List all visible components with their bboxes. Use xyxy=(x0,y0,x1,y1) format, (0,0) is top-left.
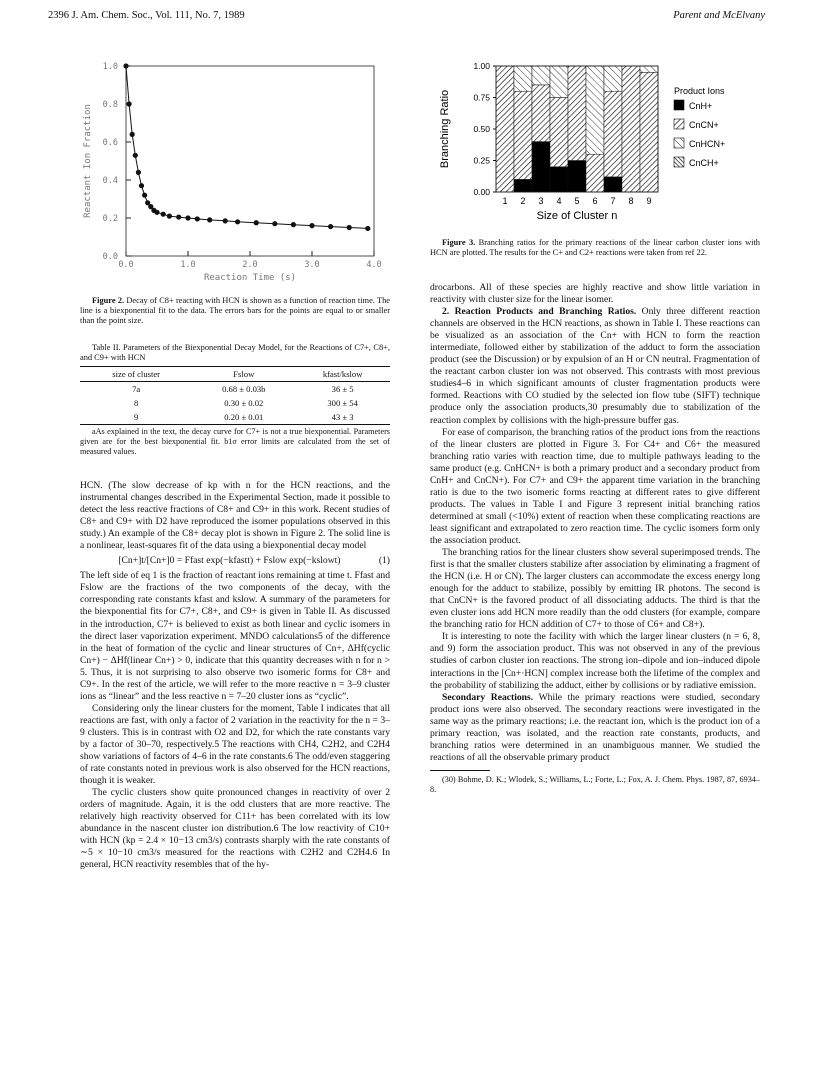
bar-segment xyxy=(496,66,514,192)
x-tick-label: 0.0 xyxy=(118,260,134,270)
x-tick-label: 7 xyxy=(610,196,616,206)
table-header-cell: kfast/kslow xyxy=(295,367,390,382)
figure-3-label: Figure 3. xyxy=(442,238,476,247)
y-tick-label: 1.00 xyxy=(473,61,490,71)
figure-3-chart xyxy=(430,58,760,238)
bar-segment xyxy=(568,66,586,161)
bar-segment xyxy=(568,161,586,193)
y-axis-label: Reactant Ion Fraction xyxy=(83,104,93,218)
data-point xyxy=(185,215,190,220)
y-tick-label: 1.0 xyxy=(102,62,118,72)
plot-frame xyxy=(126,66,374,256)
table-cell: 43 ± 3 xyxy=(295,410,390,425)
data-point xyxy=(309,223,314,228)
legend-entry: CnH+ xyxy=(689,101,713,111)
data-point xyxy=(365,226,370,231)
table-2 xyxy=(80,366,390,425)
x-tick-label: 4.0 xyxy=(366,260,382,270)
reference-30: (30) Bohme, D. K.; Wlodek, S.; Williams, L.; Forte, L.; Fox, A. J. Chem. Phys. 1987, 87, 6934–8. xyxy=(430,774,760,794)
running-header-left: 2396 J. Am. Chem. Soc., Vol. 111, No. 7, 1989 xyxy=(48,10,245,21)
table-cell: 0.30 ± 0.02 xyxy=(224,398,264,409)
right-column-text xyxy=(430,282,760,794)
data-point xyxy=(223,218,228,223)
equation-body: [Cn+]t/[Cn+]0 = Ffast exp(−kfastt) + Fslow exp(−kslowt) xyxy=(118,555,341,567)
table-cell: 0.20 ± 0.01 xyxy=(192,410,295,425)
bar-segment xyxy=(550,66,568,98)
legend-entry: CnHCN+ xyxy=(689,139,726,149)
figure-2-label: Figure 2. xyxy=(92,296,125,305)
running-header-right: Parent and McElvany xyxy=(673,10,765,21)
data-point xyxy=(207,217,212,222)
x-tick-label: 3.0 xyxy=(304,260,320,270)
paragraph: The cyclic clusters show quite pronounced changes in reactivity of over 2 orders of magnitude. Again, it is the odd clusters that are more reactive. The relatively high reactivity observed for C11+ has been correlated with its low abundance in the nascent cluster ion distribution.6 The low reactivity of C10+ with HCN (kp = 2.4 × 10−13 cm3/s) contrasts sharply with the rate constants of ∼5 × 10−10 cm3/s measured for the reactions with C2H2 and C2H4.6 In general, HCN reactivity resembles that of the hy- xyxy=(80,787,390,871)
table-cell: 36 ± 5 xyxy=(331,384,354,395)
data-point xyxy=(254,220,259,225)
section-heading: 2. Reaction Products and Branching Ratios. xyxy=(442,306,637,318)
data-point xyxy=(139,183,144,188)
table-2-title: Table II. Parameters of the Biexponential Decay Model, for the Reactions of C7+, C8+, and C9+ with HCN xyxy=(80,343,390,363)
data-point xyxy=(291,222,296,227)
legend-swatch xyxy=(674,100,684,110)
table-2-block xyxy=(80,343,390,457)
table-row xyxy=(80,410,390,425)
figure-2-caption-text: Decay of C8+ reacting with HCN is shown as a function of reaction time. The line is a biexponential fit to the data. The errors bars for the points are equal to or smaller than the point size. xyxy=(80,296,390,326)
bar-segment xyxy=(550,98,568,167)
x-axis-label: Size of Cluster n xyxy=(536,210,618,222)
legend-title: Product Ions xyxy=(674,86,725,96)
x-tick-label: 1 xyxy=(502,196,508,206)
table-cell: 300 ± 54 xyxy=(327,398,358,409)
y-tick-label: 0.6 xyxy=(102,138,118,148)
y-tick-label: 0.25 xyxy=(473,155,490,166)
y-axis-label: Branching Ratio xyxy=(439,89,451,169)
y-tick-label: 0.00 xyxy=(473,187,490,197)
y-tick-label: 0.4 xyxy=(102,176,118,186)
data-point xyxy=(133,153,138,158)
bar-segment xyxy=(640,72,658,192)
y-tick-label: 0.75 xyxy=(473,92,490,103)
paragraph-text: Only three different reaction channels are observed in the HCN reactions, as shown in Table I. These reactions can be visualized as an association of the Cn+ with HCN to form the reaction intermediate, followed either by stabilization of the adduct to form the association product (see the Discussion) or by expulsion of an H or CN neutral. Fragmentation of the reactant carbon cluster ion was not observed. This contrasts with most previous studies4–6 in which significant amounts of cluster fragmentation products were formed. Reactions with CO studied by the selected ion flow tube (SIFT) technique produce only the association products,30 presumably due to stabilization of the reaction complex by collisions with the high-pressure buffer gas. xyxy=(430,306,760,426)
table-row xyxy=(80,382,390,397)
x-axis-label: Reaction Time (s) xyxy=(203,273,297,283)
section-heading: Secondary Reactions. xyxy=(442,691,534,703)
y-tick-label: 0.0 xyxy=(102,252,118,262)
data-point xyxy=(136,170,141,175)
data-point xyxy=(142,193,147,198)
data-point xyxy=(347,225,352,230)
figure-2-caption xyxy=(80,296,390,326)
paragraph: The branching ratios for the linear clusters show several superimposed trends. The first is that the smaller clusters stabilize after association by eliminating a fragment of the HCN (i.e. H or CN). The larger clusters can accommodate the excess energy long enough for the adduct to stabilize, possibly by emitting IR photons. The second is that CnCN+ is the favored product of all dissociating adducts. The third is that the even cluster ions add HCN more readily than the odd clusters (for example, compare the branching ratio for HCN addition of C7+ to those of C6+ and C8+). xyxy=(430,547,760,631)
paragraph: drocarbons. All of these species are highly reactive and show little variation in reactivity with cluster size for the linear isomer. xyxy=(430,282,760,306)
data-point xyxy=(167,214,172,219)
legend-swatch xyxy=(674,119,684,129)
legend-entry: CnCN+ xyxy=(689,120,719,130)
table-header-cell: Fslow xyxy=(192,367,295,382)
bar-segment xyxy=(640,66,658,72)
paragraph: Considering only the linear clusters for the moment, Table I indicates that all reactions are fast, with only a factor of 2 variation in the reactivity for the n = 3–9 clusters. This is in contrast with O2 and D2, for which the rate constants vary by a factor of 30–70, respectively.5 The reactions with CH4, C2H2, and C2H4 show variations of factors of 4–6 in the rate constants.6 The odd/even staggering of rate constants noted in previous work is also observed for the HCN reactions, though it is weaker. xyxy=(80,702,390,787)
bar-segment xyxy=(514,91,532,179)
legend-swatch xyxy=(674,157,684,167)
data-point xyxy=(123,63,128,68)
x-tick-label: 9 xyxy=(646,196,652,206)
table-header-cell: size of cluster xyxy=(80,367,192,382)
table-cell: 0.68 ± 0.03b xyxy=(222,384,266,395)
left-column-text xyxy=(80,480,390,872)
paragraph: HCN. (The slow decrease of kp with n for the HCN reactions, and the instrumental changes described in the Experimental Section, made it possible to detect the less reactive fractions of C8+ and C9+ in this work. Recent studies of C8+ and C9+ with D2 have reproduced the isomer populations observed in this study.) An example of the C8+ decay plot is shown in Figure 2. The solid line is a nonlinear, least-squares fit of the data using a biexponential decay model xyxy=(80,480,390,552)
y-tick-label: 0.2 xyxy=(102,214,118,224)
data-point xyxy=(130,132,135,137)
legend-swatch xyxy=(674,138,684,148)
paragraph: The left side of eq 1 is the fraction of reactant ions remaining at time t. Ffast and Fslow are the fractions of the two components of the decay, with the corresponding rate constants kfast and kslow. A summary of the parameters for the biexponential fits for C7+, C8+, and C9+ is given in Table II. As discussed in the introduction, C7+ is believed to exist as both linear and cyclic isomers in the direct laser vaporization experiment. MNDO calculations5 of the difference in the heat of formation of the cyclic and linear structures of Cn+, ΔHf(cyclic Cn+) − ΔHf(linear Cn+) > 0, indicate that this quantity decreases with n for n > 5. Thus, it is not surprising to also observe two isomeric forms for C8+ and C9+. In the rest of the article, we will refer to the more reactive n = 3–9 cluster ions as “linear” and the less reactive n = 7–20 cluster ions as “cyclic”. xyxy=(80,570,390,702)
bar-segment xyxy=(550,167,568,192)
data-point xyxy=(272,221,277,226)
x-tick-label: 6 xyxy=(592,196,598,206)
table-2-footnote: aAs explained in the text, the decay curve for C7+ is not a true biexponential. Parameters given are for the best biexponential fit. b1σ error limits are calculated from the set of measured values. xyxy=(80,427,390,456)
y-tick-label: 0.50 xyxy=(473,124,490,134)
bar-segment xyxy=(586,66,604,154)
table-cell: 8 xyxy=(134,398,139,409)
figure-2-caption-block xyxy=(80,296,390,326)
data-point xyxy=(154,210,159,215)
bar-segment xyxy=(532,142,550,192)
bar-segment xyxy=(604,177,622,192)
bar-segment xyxy=(604,66,622,91)
data-point xyxy=(195,216,200,221)
bar-segment xyxy=(532,66,550,85)
data-point xyxy=(235,219,240,224)
table-cell: 7a xyxy=(132,384,141,395)
paragraph: It is interesting to note the facility with which the larger linear clusters (n = 6, 8, and 9) form the association product. This was not observed in any of the previous studies of carbon cluster ion reactions. The strong ion–dipole and ion–induced dipole interactions in the [Cn+·HCN] complex increase both the lifetime of the complex and the probability of stabilizing the adduct, either by collisions or by radiative emission. xyxy=(430,631,760,691)
x-tick-label: 4 xyxy=(556,196,562,206)
equation-number: (1) xyxy=(378,555,390,567)
figure-3-caption-text: Branching ratios for the primary reactions of the linear carbon cluster ions with HCN are plotted. The results for the C+ and C2+ reactions were taken from ref 22. xyxy=(430,238,760,258)
table-cell: 9 xyxy=(80,410,192,425)
paragraph-text: While the primary reactions were studied, secondary product ions were also observed. The secondary reactions were investigated in the same way as the primary reactions; i.e. the reactant ion, which is the product ion of a primary reaction, was isolated, and the reaction rate constants, products, and branching ratios were determined in an unambiguous manner. We studied the reactions of all the observable primary product xyxy=(430,691,761,763)
table-row xyxy=(80,396,390,410)
bar-segment xyxy=(514,66,532,91)
x-tick-label: 2.0 xyxy=(242,260,258,270)
y-tick-label: 0.8 xyxy=(102,100,118,110)
bar-segment xyxy=(532,85,550,142)
data-point xyxy=(127,101,132,106)
x-tick-label: 2 xyxy=(520,196,526,206)
figure-2-chart xyxy=(78,58,390,290)
data-point xyxy=(161,212,166,217)
x-tick-label: 8 xyxy=(628,196,634,206)
figure-3-caption xyxy=(430,238,760,258)
figure-3-caption-block xyxy=(430,238,760,258)
bar-segment xyxy=(514,179,532,192)
bar-segment xyxy=(604,91,622,177)
bar-segment xyxy=(586,154,604,192)
paragraph xyxy=(430,306,760,426)
x-tick-label: 5 xyxy=(574,196,580,206)
data-point xyxy=(176,214,181,219)
fit-line xyxy=(126,66,368,228)
equation-1 xyxy=(80,555,390,567)
x-tick-label: 1.0 xyxy=(180,260,196,270)
paragraph: For ease of comparison, the branching ratios of the product ions from the reactions of the linear clusters are plotted in Figure 3. For C4+ and C6+ the measured branching ratio varies with reaction time, due to multiple pathways leading to the same product (e.g. CnHCN+ is both a primary product and a secondary product from CnH+ and CnCN+). For C7+ and C9+ the apparent time variation in the branching ratio is due to the two isomeric forms reacting at different rates to give different products. The values in Table I and Figure 3 represent initial branching ratios determined at small (<10%) extent of reaction when these complicating reactions are least significant and extrapolated to zero reaction time. The cyclic isomers form only the association product. xyxy=(430,426,760,546)
data-point xyxy=(328,224,333,229)
bar-segment xyxy=(622,66,640,192)
legend-entry: CnCH+ xyxy=(689,158,719,168)
x-tick-label: 3 xyxy=(538,196,544,206)
footnote-rule xyxy=(430,770,490,771)
paragraph xyxy=(430,692,760,764)
